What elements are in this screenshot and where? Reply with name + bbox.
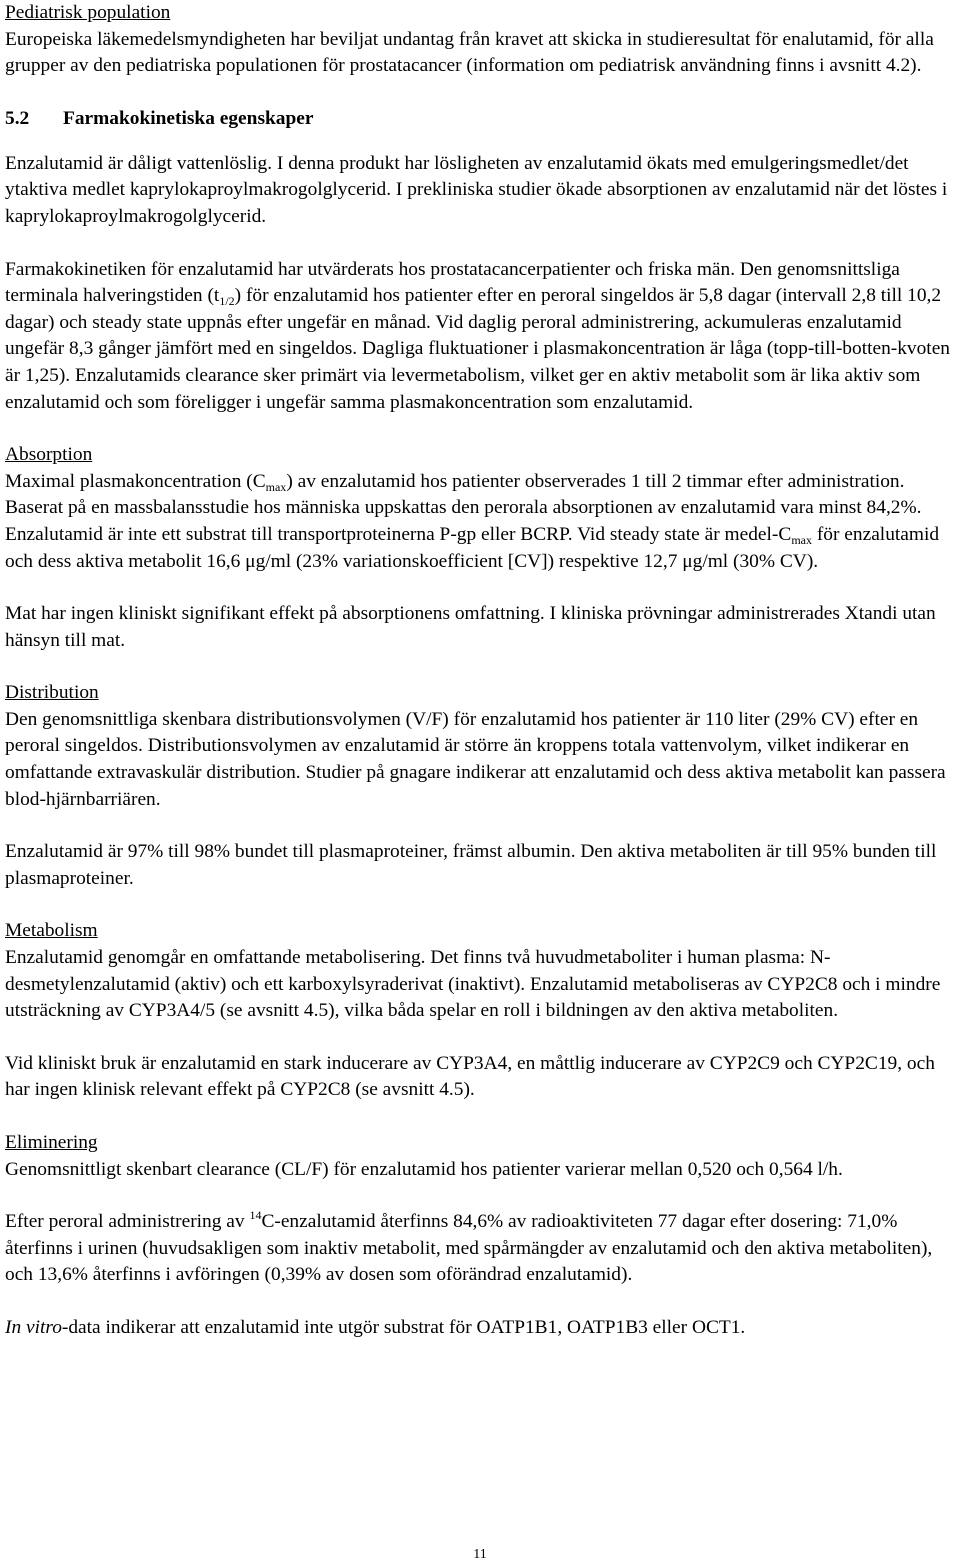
absorption-heading: Absorption xyxy=(5,444,93,466)
metabolism-paragraph-2: Vid kliniskt bruk är enzalutamid en stark inducerare av CYP3A4, en måttlig inducerare av CYP2C9 och CYP2C19, och har ingen klinisk relevant effekt på CYP2C8 (se avsnitt 4.5). xyxy=(5,1052,935,1101)
distribution-paragraph-2: Enzalutamid är 97% till 98% bundet till plasmaproteiner, främst albumin. Den aktiva metaboliten är till 95% bunden till plasmaproteiner. xyxy=(5,841,937,889)
metabolism-heading: Metabolism xyxy=(5,920,98,942)
elimination-paragraph-3: In vitro-data indikerar att enzalutamid inte utgör substrat för OATP1B1, OATP1B3 eller OCT1. xyxy=(5,1316,746,1338)
section-number: 5.2 xyxy=(5,107,30,129)
pediatric-heading: Pediatrisk population xyxy=(5,2,171,23)
distribution-paragraph-1: Den genomsnittliga skenbara distributionsvolymen (V/F) för enzalutamid hos patienter är 110 liter (29% CV) efter en peroral singeldos. Distributionsvolymen av enzalutamid är större än kroppens totala vattenvolym, vilket indikerar en omfattande extravaskulär distribution. Studier på gnagare indikerar att enzalutamid och dess aktiva metabolit kan passera blod-hjärnbarriären. xyxy=(5,708,946,810)
elimination-paragraph-2: Efter peroral administrering av $^{14}$C-enzalutamid återfinns 84,6% av radioaktiviteten 77 dagar efter dosering: 71,0% återfinns i urinen (huvudsakligen som inaktiv metabolit, med spårmängder av enzalutamid och den aktiva metaboliten), och 13,6% återfinns i avföringen (0,39% av dosen som oförändrad enzalutamid). xyxy=(5,1208,933,1286)
absorption-paragraph-1: Maximal plasmakoncentration $(C_{max})$ av enzalutamid hos patienter observerades 1 till 2 timmar efter administration. Baserat på en massbalansstudie hos människa uppskattas den perorala absorptionen av enzalutamid vara minst 84,2%. Enzalutamid är inte ett substrat till transportproteinerna P-gp eller BCRP. Vid steady state är medel-$C_{max}$ för enzalutamid och dess aktiva metabolit 16,6 μg/ml (23% variationskoefficient [CV]) respektive 12,7 μg/ml (30% CV). xyxy=(5,470,940,572)
metabolism-paragraph-1: Enzalutamid genomgår en omfattande metabolisering. Det finns två huvudmetaboliter i human plasma: N-desmetylenzalutamid (aktiv) och ett karboxylsyraderivat (inaktivt). Enzalutamid metaboliseras av CYP2C8 och i mindre utsträckning av CYP3A4/5 (se avsnitt 4.5), vilka båda spelar en roll i bildningen av den aktiva metaboliten. xyxy=(5,947,941,1022)
section-title: Farmakokinetiska egenskaper xyxy=(63,107,314,129)
elimination-paragraph-1: Genomsnittligt skenbart clearance (CL/F) för enzalutamid hos patienter varierar mellan 0,520 och 0,564 l/h. xyxy=(5,1158,843,1180)
intro-paragraph-2: Farmakokinetiken för enzalutamid har utvärderats hos prostatacancerpatienter och friska män. Den genomsnittsliga terminala halveringstiden $(t_{1/2})$ för enzalutamid hos patienter efter en peroral singeldos är 5,8 dagar (intervall 2,8 till 10,2 dagar) och steady state uppnås efter ungefär en månad. Vid daglig peroral administrering, ackumuleras enzalutamid ungefär 8,3 gånger jämfört med en singeldos. Dagliga fluktuationer i plasmakoncentration är låga (topp-till-botten-kvoten är 1,25). Enzalutamids clearance sker primärt via levermetabolism, vilket ger en aktiv metabolit som är lika aktiv som enzalutamid och som föreligger i ungefär samma plasmakoncentration som enzalutamid. xyxy=(5,258,950,413)
distribution-heading: Distribution xyxy=(5,682,99,704)
pediatric-text: Europeiska läkemedelsmyndigheten har beviljat undantag från kravet att skicka in studieresultat för enalutamid, för alla grupper av den pediatriska populationen för prostatacancer (information om pediatrisk användning finns i avsnitt 4.2). xyxy=(5,28,934,77)
section-heading xyxy=(5,106,955,132)
elimination-heading: Eliminering xyxy=(5,1132,98,1153)
page-number: 11 xyxy=(473,1547,487,1562)
absorption-paragraph-2: Mat har ingen kliniskt signifikant effekt på absorptionens omfattning. I kliniska prövningar administrerades Xtandi utan hänsyn till mat. xyxy=(5,603,936,651)
intro-paragraph-1: Enzalutamid är dåligt vattenlöslig. I denna produkt har lösligheten av enzalutamid ökats med emulgeringsmedlet/det ytaktiva medlet kaprylokaproylmakrogolglycerid. I prekliniska studier ökade absorptionen av enzalutamid när det löstes i kaprylokaproylmakrogolglycerid. xyxy=(5,152,948,227)
